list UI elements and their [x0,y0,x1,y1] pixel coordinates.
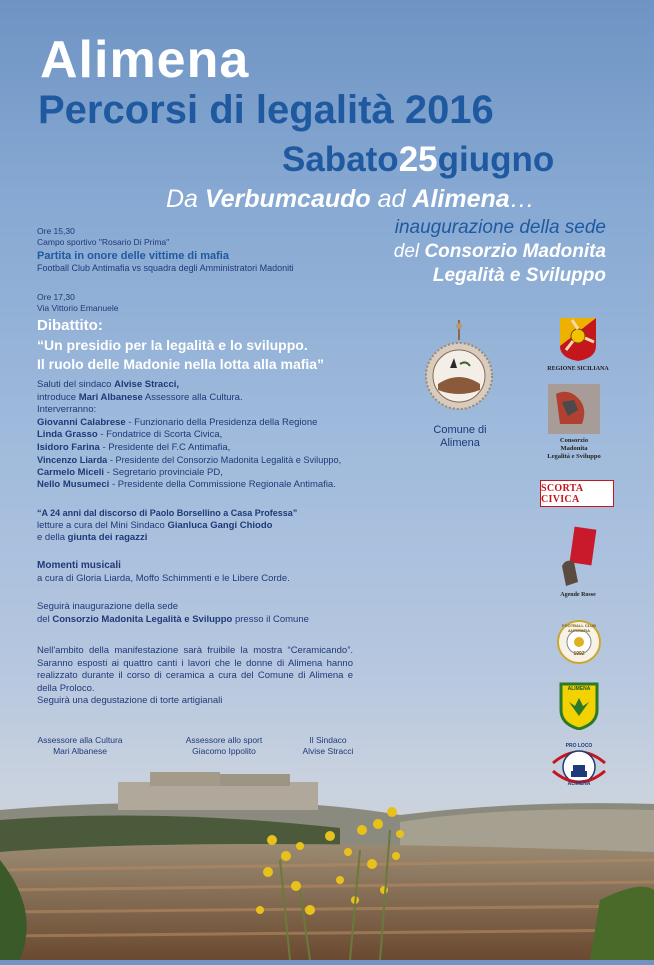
signature-sport [178,735,270,757]
event-date [282,140,554,180]
fc-antimafia-top: FOOTBALL CLUB ANTIMAFIA [562,623,596,633]
consorzio-caption-1: Consorzio [559,437,589,444]
speaker-pre: introduce [37,391,79,403]
speaker-name: Nello Musumeci [37,479,110,490]
borsellino-line-3 [37,532,367,545]
signature-role: Assessore allo sport [185,735,263,745]
subtitle-origin: Verbumcaudo [204,185,371,213]
speaker-role: - Funzionario della Presidenza della Regione [125,416,318,428]
speaker-name: Giovanni Calabrese [37,416,126,428]
inaug-consorzio: Consorzio Madonita [424,241,606,262]
speaker-pre: Interverranno: [37,404,97,415]
borsellino-block [37,507,367,545]
music-title: Momenti musicali [37,560,121,571]
consorzio-caption [536,437,612,461]
inaug-legalita: Legalità e Sviluppo [432,265,606,286]
inaug-line-1: inaugurazione della sede [394,217,606,238]
speaker-role: - Presidente della Commissione Regionale Antimafia. [109,479,336,490]
consorzio-logo [548,384,600,434]
speaker-line [37,454,367,467]
event-match-title: Partita in onore delle vittime di mafia [37,250,229,262]
signature-role: Il Sindaco [309,735,347,745]
hill-castle-landscape-icon [0,760,654,960]
exhibition-block [37,645,353,708]
consorzio-caption-3: Legalità e Sviluppo [547,453,601,460]
inaug-line-2 [394,240,606,264]
event-match [37,226,357,274]
subtitle-pre: Da [166,185,205,213]
music-desc: a cura di Gloria Liarda, Moffo Schimmenti e le Libere Corde. [37,572,290,584]
proloco-top-text: PRO LOCO [565,743,593,749]
speaker-name: Vincenzo Liarda [37,455,108,465]
event-match-place: Campo sportivo "Rosario Di Prima" [37,237,170,247]
speaker-line [37,379,367,392]
scorta-civica-logo [540,480,614,507]
speaker-name: Linda Grasso [37,429,98,440]
agende-rosse-caption: Agende Rosse [560,592,596,598]
comune-caption [420,424,500,450]
fc-antimafia-year: 1992 [573,651,585,657]
subtitle-mid: ad [370,185,413,213]
subtitle [166,185,535,214]
followup-consorzio: Consorzio Madonita Legalità e Sviluppo [52,613,233,625]
date-weekday: Sabato [282,140,399,179]
speaker-line [37,467,367,480]
consorzio-caption-2: Madonita [560,445,588,452]
agende-rosse-logo [556,526,600,590]
red-agenda-icon [556,526,600,590]
borsellino-title: “A 24 anni dal discorso di Paolo Borsellino a Casa Professa” [37,508,298,518]
followup-post: presso il Comune [232,613,309,625]
comune-caption-1: Comune di [433,424,487,436]
consorzio-emblem-icon [548,384,600,434]
borsellino-line-2 [37,520,367,533]
speaker-line [37,392,367,405]
borsellino-pre: letture a cura del Mini Sindaco [37,519,168,531]
signature-name: Giacomo Ippolito [192,746,256,756]
speaker-pre: Saluti del sindaco [37,379,115,390]
inauguration-block [394,216,606,288]
followup-line-1: Seguirà inaugurazione della sede [37,601,179,612]
speaker-name: Carmelo Miceli [37,466,105,478]
speaker-name: Isidoro Farina [37,441,100,453]
date-day: 25 [398,140,438,179]
subtitle-destination: Alimena [412,185,510,213]
borsellino-pre-2: e della [37,532,68,543]
speaker-role: - Segretario provinciale PD, [104,466,223,478]
event-match-time: Ore 15,30 [37,226,75,236]
speaker-role: - Presidente del F.C Antimafia, [99,441,231,453]
date-month: giugno [437,140,555,179]
regione-logo [558,316,598,362]
town-title: Alimena [40,31,250,89]
signature-name: Mari Albanese [53,746,107,756]
speaker-line [37,479,367,492]
inaug-del: del [393,241,425,262]
followup-block [37,601,367,626]
exhibition-text: Nell'ambito della manifestazione sarà fruibile la mostra “Ceramicando”. Saranno esposti ai quattro canti i lavori che le donne di Alimena hanno realizzato durante il corso di ceramica a cura del Comune di Alimena e della Proloco. [37,645,353,694]
speaker-role: Assessore alla Cultura. [142,391,243,403]
signature-name: Alvise Stracci [302,746,354,756]
speaker-role: - Presidente del Consorzio Madonita Legalità e Sviluppo, [107,455,342,465]
speaker-line [37,442,367,455]
comune-emblem [424,318,494,416]
comune-caption-2: Alimena [440,437,480,449]
giunta-ragazzi: giunta dei ragazzi [67,532,148,543]
signature-role: Assessore alla Cultura [37,735,123,745]
subtitle-ellipsis: … [509,185,535,213]
signature-culture [34,735,126,757]
scorta-civica-text: SCORTA CIVICA [541,482,583,505]
followup-line-2 [37,614,367,627]
comune-medallion-icon [424,318,494,416]
speaker-name: Alvise Stracci, [114,379,180,390]
signature-mayor [292,735,364,757]
followup-pre: del [37,613,53,625]
music-block [37,560,367,585]
polisportiva-text: ALIMENA [567,686,591,692]
regione-caption: REGIONE SICILIANA [547,366,609,372]
speaker-line [37,417,367,430]
speakers-list [37,379,367,492]
mini-sindaco-name: Gianluca Gangi Chiodo [167,519,273,531]
speaker-line [37,404,367,417]
inaug-line-3 [394,264,606,288]
speaker-line [37,429,367,442]
proloco-bottom-text: ALIMENA [567,781,591,787]
event-debate-time: Ore 17,30 [37,292,75,302]
event-debate-place: Via Vittorio Emanuele [37,303,119,313]
landscape-illustration [0,760,654,960]
speaker-role: - Fondatrice di Scorta Civica, [97,429,223,440]
debate-quote-2: Il ruolo delle Madonie nella lotta alla mafia” [37,356,325,372]
event-title: Percorsi di legalità 2016 [38,88,494,132]
event-match-desc: Football Club Antimafia vs squadra degli Amministratori Madoniti [37,263,294,273]
exhibition-last: Seguirà una degustazione di torte artigianali [37,695,223,706]
speaker-name: Mari Albanese [78,391,143,403]
debate-quote-1: “Un presidio per la legalità e lo sviluppo. [37,337,308,353]
trinacria-shield-icon [558,316,598,362]
event-debate [37,292,377,374]
event-debate-title: Dibattito: [37,317,103,334]
